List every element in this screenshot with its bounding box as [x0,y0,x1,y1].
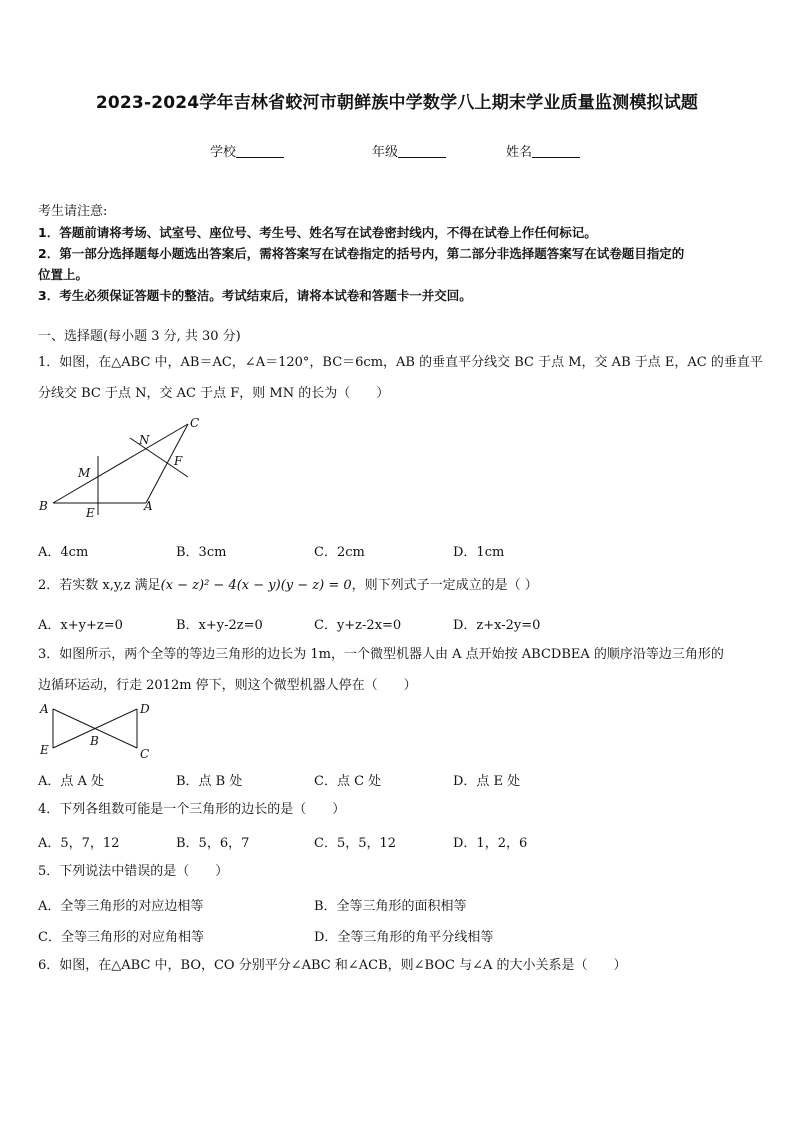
question-4: 4．下列各组数可能是一个三角形的边长的是（ ） [38,802,346,817]
question-5: 5．下列说法中错误的是（ ） [38,864,229,879]
label-a: A [40,702,49,716]
equation: (x − z)² − 4(x − y)(y − z) = 0 [160,578,352,593]
notice-item: 2．第一部分选择题每小题选出答案后，需将答案写在试卷指定的括号内，第二部分非选择题答案写在试卷题目指定的 [38,246,685,261]
question-1-line-2: 分线交 BC 于点 N，交 AC 于点 F，则 MN 的长为（ ） [38,386,390,401]
grade-field[interactable]: 年级 [372,141,446,160]
question-1-line-1: 1．如图，在△ABC 中，AB＝AC，∠A＝120°，BC＝6cm，AB 的垂直平分线交 BC 于点 M，交 AB 于点 E，AC 的垂直平 [38,355,763,370]
option-a[interactable]: A．5，7，12 [38,836,120,851]
option-b[interactable]: B．全等三角形的面积相等 [314,899,467,914]
label-b: B [39,499,48,513]
label-n: N [139,433,150,447]
label-m: M [78,466,91,480]
label-b: B [90,734,99,748]
page-title: 2023-2024学年吉林省蛟河市朝鲜族中学数学八上期末学业质量监测模拟试题 [95,93,699,113]
option-c[interactable]: C．y+z-2x=0 [314,618,402,633]
question-2: 2．若实数 x,y,z 满足(x − z)² − 4(x − y)(y − z) = 0，则下列式子一定成立的是（ ） [38,578,538,593]
option-c[interactable]: C．全等三角形的对应角相等 [38,930,204,945]
question-6: 6．如图，在△ABC 中，BO，CO 分别平分∠ABC 和∠ACB，则∠BOC 与∠A 的大小关系是（ ） [38,958,627,973]
option-c[interactable]: C．点 C 处 [314,774,382,789]
option-a[interactable]: A．x+y+z=0 [38,618,123,633]
section-heading: 一、选择题(每小题 3 分, 共 30 分) [38,329,241,344]
option-d[interactable]: D．1cm [453,545,505,560]
label-f: F [174,454,183,468]
option-b[interactable]: B．3cm [176,545,227,560]
option-a[interactable]: A．4cm [38,545,89,560]
school-field[interactable]: 学校 [210,141,284,160]
label-e: E [86,506,95,520]
option-b[interactable]: B．5，6，7 [176,836,250,851]
option-a[interactable]: A．点 A 处 [38,774,105,789]
option-b[interactable]: B．点 B 处 [176,774,243,789]
notice-item: 3．考生必须保证答题卡的整洁。考试结束后，请将本试卷和答题卡一并交回。 [38,288,472,303]
label-d: D [140,702,150,716]
option-d[interactable]: D．点 E 处 [453,774,521,789]
option-d[interactable]: D．z+x-2y=0 [453,618,541,633]
label-a: A [144,499,153,513]
name-field[interactable]: 姓名 [506,141,580,160]
option-a[interactable]: A．全等三角形的对应边相等 [38,899,204,914]
question-3-line-1: 3．如图所示，两个全等的等边三角形的边长为 1m，一个微型机器人由 A 点开始按 ABCDBEA 的顺序沿等边三角形的 [38,647,724,662]
option-c[interactable]: C．2cm [314,545,365,560]
question-3-line-2: 边循环运动，行走 2012m 停下，则这个微型机器人停在（ ） [38,678,417,693]
option-d[interactable]: D．1，2，6 [453,836,528,851]
notice-item: 位置上。 [38,267,89,282]
label-c: C [140,747,150,761]
label-e: E [40,743,49,757]
option-d[interactable]: D．全等三角形的角平分线相等 [314,930,494,945]
option-b[interactable]: B．x+y-2z=0 [176,618,263,633]
option-c[interactable]: C．5，5，12 [314,836,397,851]
notice-heading: 考生请注意: [38,204,108,219]
notice-item: 1．答题前请将考场、试室号、座位号、考生号、姓名写在试卷密封线内，不得在试卷上作任何标记。 [38,225,597,240]
label-c: C [190,416,200,430]
